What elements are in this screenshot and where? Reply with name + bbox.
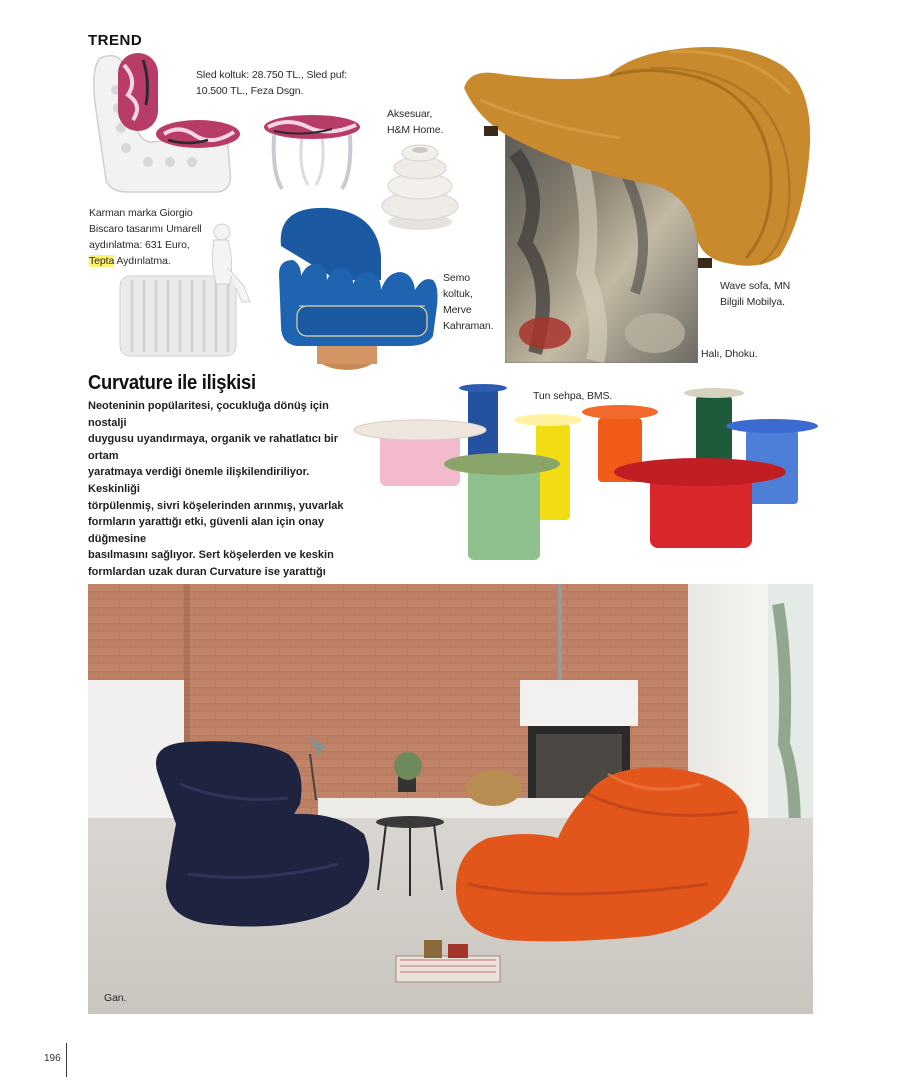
semo-caption-line: Semo — [443, 272, 471, 284]
brand-highlight: Tepta — [89, 255, 115, 267]
article-line: basılmasını sağlıyor. Sert köşelerden ve keskin — [88, 549, 334, 562]
semo-caption-line: Merve — [443, 304, 472, 316]
section-label: TREND — [88, 32, 143, 49]
wave-caption-line: Wave sofa, MN — [720, 280, 791, 292]
sled-pouf-image — [262, 113, 362, 193]
article-line: Neoteninin popülaritesi, çocukluğa dönüş için nostalji — [88, 400, 329, 429]
gan-room-photo — [88, 584, 813, 1014]
gan-caption: Gan. — [104, 992, 127, 1004]
tun-caption: Tun sehpa, BMS. — [533, 390, 613, 402]
karman-caption-line: aydınlatma: 631 Euro, — [89, 239, 190, 251]
semo-caption — [443, 270, 493, 334]
karman-caption-line: Karman marka Giorgio — [89, 207, 193, 219]
aksesuar-caption — [387, 106, 443, 138]
sled-caption-line: 10.500 TL., Feza Dsgn. — [196, 85, 304, 97]
semo-chair-image — [277, 206, 442, 376]
semo-caption-line: koltuk, — [443, 288, 473, 300]
hali-caption: Halı, Dhoku. — [701, 348, 758, 360]
tun-tables-image — [352, 380, 822, 566]
karman-caption-line: Biscaro tasarımı Umarell — [89, 223, 202, 235]
page-number: 196 — [44, 1053, 61, 1064]
wave-caption-line: Bilgili Mobilya. — [720, 296, 785, 308]
page-number-divider — [66, 1043, 67, 1077]
wave-sofa-image — [460, 44, 816, 274]
karman-caption-rest: Aydınlatma. — [114, 255, 171, 267]
wave-caption — [720, 278, 790, 310]
umarell-lamp-image — [118, 222, 253, 358]
article-line: duygusu uyandırmaya, organik ve rahatlatıcı bir ortam — [88, 433, 339, 462]
aksesuar-caption-line: Aksesuar, — [387, 108, 433, 120]
sled-caption-line: Sled koltuk: 28.750 TL., Sled puf: — [196, 69, 348, 81]
sled-caption — [196, 67, 347, 99]
aksesuar-caption-line: H&M Home. — [387, 124, 444, 136]
semo-caption-line: Kahraman. — [443, 320, 494, 332]
article-heading: Curvature ile ilişkisi — [88, 372, 256, 394]
article-line: yaratmaya verdiği önemle ilişkilendiriliyor. Keskinliği — [88, 466, 310, 495]
article-line: törpülenmiş, sivri köşelerinden arınmış, yuvarlak — [88, 499, 344, 512]
article-line: formların yarattığı etki, güvenli alan için onay düğmesine — [88, 516, 324, 545]
article-line: formlardan uzak duran Curvature ise yarattığı — [88, 565, 326, 578]
